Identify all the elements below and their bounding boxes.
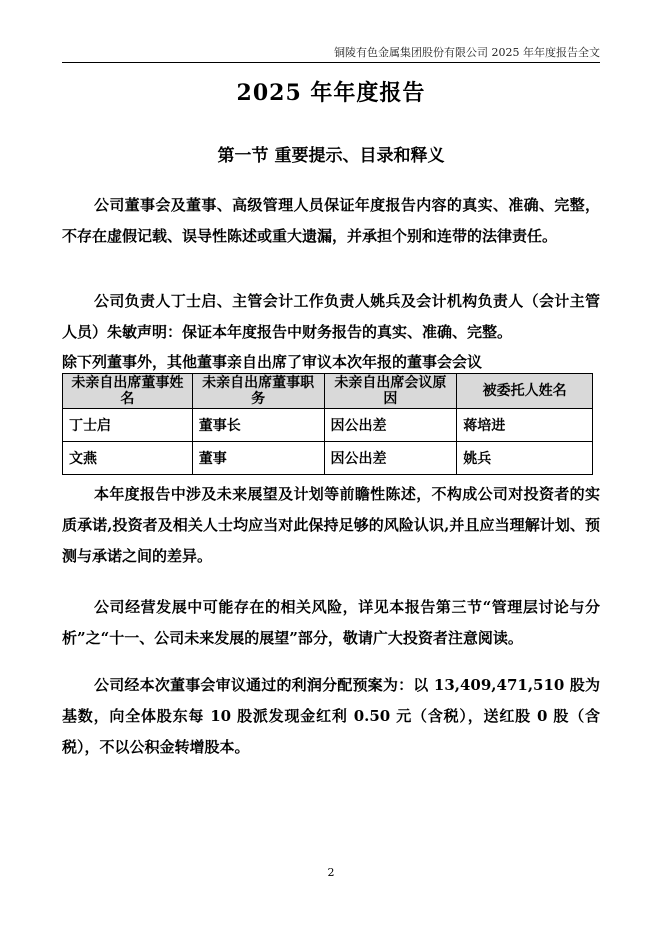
cell-proxy-name: 姚兵: [457, 442, 593, 475]
cell-director-position: 董事长: [192, 409, 324, 442]
cell-director-position: 董事: [192, 442, 324, 475]
header-proxy-name: 被委托人姓名: [457, 374, 593, 409]
absent-directors-table: [62, 373, 593, 475]
report-title: 2025 年年度报告: [236, 80, 426, 106]
cell-director-name: 丁士启: [63, 409, 193, 442]
table-header-row: [63, 374, 593, 409]
table-row: [63, 442, 593, 475]
cell-absence-reason: 因公出差: [324, 409, 457, 442]
cell-proxy-name: 蒋培进: [457, 409, 593, 442]
page-header: 铜陵有色金属集团股份有限公司 2025 年年度报告全文: [334, 46, 600, 59]
paragraph-risk-notice: 公司经营发展中可能存在的相关风险，详见本报告第三节“管理层讨论与分析”之“十一、公司未来发展的展望”部分，敬请广大投资者注意阅读。: [62, 598, 600, 647]
paragraph-profit-distribution: 公司经本次董事会审议通过的利润分配预案为：以 13,409,471,510 股为基数，向全体股东每 10 股派发现金红利 0.50 元（含税），送红股 0 股（含税），不以公积金转增股本。: [62, 676, 600, 756]
cell-director-name: 文燕: [63, 442, 193, 475]
paragraph-board-guarantee: 公司董事会及董事、高级管理人员保证年度报告内容的真实、准确、完整，不存在虚假记载、误导性陈述或重大遗漏，并承担个别和连带的法律责任。: [62, 196, 600, 245]
section-title: 第一节 重要提示、目录和释义: [217, 146, 445, 166]
header-director-name: 未亲自出席董事姓名: [63, 374, 193, 409]
header-divider: [62, 62, 600, 63]
page-number: 2: [327, 866, 335, 879]
paragraph-forward-looking: 本年度报告中涉及未来展望及计划等前瞻性陈述，不构成公司对投资者的实质承诺,投资者及相关人士均应当对此保持足够的风险认识,并且应当理解计划、预测与承诺之间的差异。: [62, 485, 600, 565]
header-absence-reason: 未亲自出席会议原因: [324, 374, 457, 409]
header-director-position: 未亲自出席董事职务: [192, 374, 324, 409]
paragraph-responsible-persons: 公司负责人丁士启、主管会计工作负责人姚兵及会计机构负责人（会计主管人员）朱敏声明：保证本年度报告中财务报告的真实、准确、完整。: [62, 292, 600, 341]
paragraph-absent-directors: 除下列董事外，其他董事亲自出席了审议本次年报的董事会会议: [62, 353, 483, 371]
cell-absence-reason: 因公出差: [324, 442, 457, 475]
table-row: [63, 409, 593, 442]
